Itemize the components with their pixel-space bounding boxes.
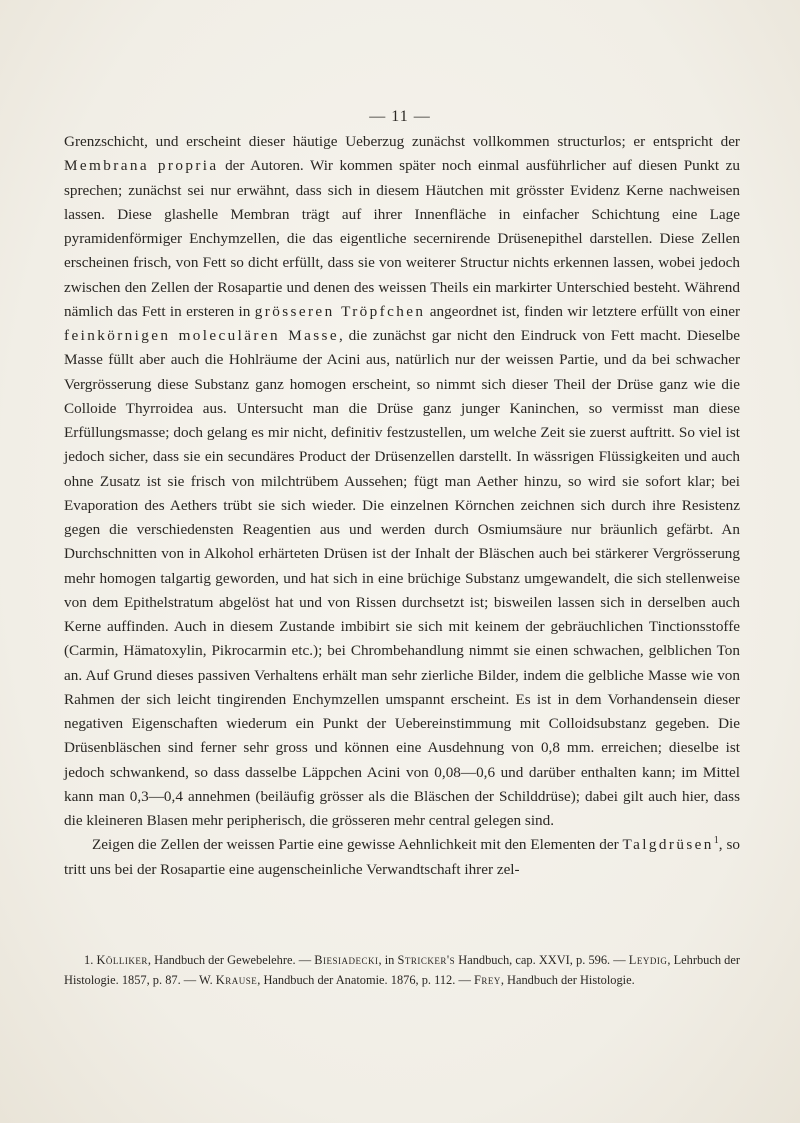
author-leydig: Leydig [628, 953, 668, 967]
footnote-text: , in [378, 953, 398, 967]
paragraph-1 [64, 130, 740, 833]
footnote-text: , Handbuch der Anatomie. 1876, p. 112. — [257, 972, 474, 987]
emphasis-groesseren-troepfchen: grösseren Tröpfchen [254, 302, 426, 320]
paragraph-2 [64, 833, 740, 882]
footnote-number: 1. [84, 953, 94, 967]
author-stricker: Stricker's [397, 953, 456, 967]
author-biesiadecki: Biesiadecki [314, 953, 379, 967]
text-run: , die zunächst gar nicht den Eindruck von Fett macht. Dieselbe Masse füllt aber auch die Hohlräume der Acini aus, natürlich nur der weissen Partie, und da bei schwacher Vergrösserung diese Substanz ganz homogen erscheint, so nimmt sich dieser Theil der Drüse ganz wie die Colloide Thyrroidea aus. Untersucht man die Drüse ganz junger Kaninchen, so vermisst man diese Erfüllungsmasse; doch gelang es mir nicht, definitiv festzustellen, um welche Zeit sie zuerst auftritt. So viel ist jedoch sicher, dass sie ein secundäres Product der Drüsenzellen darstellt. In wässrigen Flüssigkeiten und auch ohne Zusatz ist sie frisch von milchtrübem Aussehen; fügt man Aether hinzu, so wird sie sofort klar; bei Evaporation des Aethers trübt sie sich wieder. Die einzelnen Körnchen zeichnen sich durch ihre Resistenz gegen die verschiedensten Reagentien aus und werden durch Osmiumsäure nur bräunlich gefärbt. An Durchschnitten von in Alkohol erhärteten Drüsen ist der Inhalt der Bläschen auch bei stärkerer Vergrösserung mehr homogen talgartig geworden, und hat sich in eine brüchige Substanz umgewandelt, die sich stellenweise von dem Epithelstratum abgelöst hat und von Rissen durchsetzt ist; bisweilen lassen sich in derselben auch Kerne auffinden. Auch in diesem Zustande imbibirt sie sich mit keinem der gebräuchlichen Tinctionsstoffe (Carmin, Hämatoxylin, Pikrocarmin etc.); bei Chrombehandlung nimmt sie einen schwachen, gelblichen Ton an. Auf Grund dieses passiven Verhaltens erhält man sehr zierliche Bilder, indem die gelbliche Masse wie von Rahmen der sich leicht tingirenden Enchymzellen umspannt erscheint. Es ist in dem Vorhandensein dieser negativen Eigenschaften wiederum ein Punkt der Uebereinstimmung mit Colloidsubstanz gegeben. Die Drüsenbläschen sind ferner sehr gross und können eine Ausdehnung von 0,8 mm. erreichen; dieselbe ist jedoch schwankend, so dass dasselbe Läppchen Acini von 0,08—0,6 und darüber enthalten kann; im Mittel kann man 0,3—0,4 annehmen (beiläufig grösser als die Bläschen der Schilddrüse); dabei gilt auch hier, dass die kleineren Blasen mehr peripherisch, die grösseren mehr central gelegen sind. [64, 327, 740, 829]
text-run: Zeigen die Zellen der weissen Partie eine gewisse Aehnlichkeit mit den Elementen der [92, 836, 623, 854]
text-run: , so tritt uns bei der Rosapartie eine augenscheinliche Verwandtschaft ihrer zel- [64, 836, 740, 878]
footnote-text: Handbuch, cap. XXVI, p. 596. — [455, 953, 629, 967]
footnote-text: , Lehrbuch der Histologie. 1857, p. 87. — W. [64, 953, 740, 987]
author-frey: Frey [473, 972, 501, 987]
emphasis-feinkoernigen-masse: feinkörnigen moleculären Masse [64, 327, 339, 344]
main-text [64, 130, 740, 882]
text-run: Grenzschicht, und erscheint dieser häutige Ueberzug zunächst vollkommen structurlos; er entspricht der [64, 133, 740, 150]
text-run: der Autoren. Wir kommen später noch einmal ausführlicher auf diesen Punkt zu sprechen; zunächst sei nur erwähnt, dass sich in diesem Häutchen mit grösster Evidenz Kerne nachweisen lassen. Diese glashelle Membran trägt auf ihrer Innenfläche in einfacher Schichtung eine Lage pyramidenförmiger Enchymzellen, die das eigentliche secernirende Drüsenepithel darstellen. Diese Zellen erscheinen frisch, von Fett so dicht erfüllt, dass sie von weiterer Structur nichts erkennen lassen, wobei jedoch zwischen den Zellen der Rosapartie und denen des weissen Theils ein markirter Unterschied besteht. Während nämlich das Fett in ersteren in [64, 157, 740, 320]
footnote-1 [64, 951, 740, 990]
emphasis-talgdruesen: Talgdrüsen [622, 836, 714, 854]
author-krause: Krause [215, 972, 258, 987]
footnote-reference: 1 [713, 835, 719, 847]
author-koelliker: Kölliker [96, 953, 148, 967]
emphasis-membrana-propria: Membrana propria [64, 157, 219, 175]
footnote-text: , Handbuch der Histologie. [500, 972, 635, 987]
footnote-text: , Handbuch der Gewebelehre. — [147, 953, 315, 967]
footnotes [64, 951, 740, 990]
text-run: angeordnet ist, finden wir letztere erfüllt von einer [425, 302, 740, 320]
page-number: — 11 — [369, 108, 431, 125]
